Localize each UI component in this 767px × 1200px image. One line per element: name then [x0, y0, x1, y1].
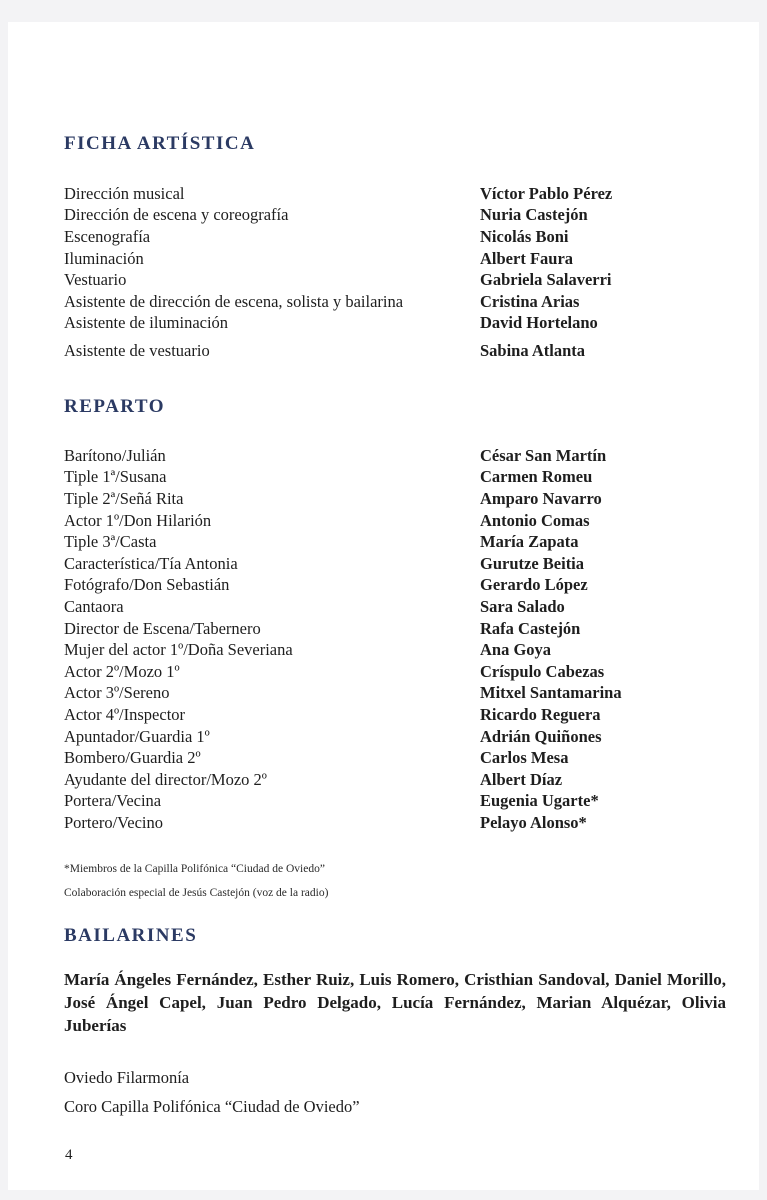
cast-role: Tiple 1ª/Susana	[64, 467, 167, 487]
capilla-members-note: *Miembros de la Capilla Polifónica “Ciudad de Oviedo”	[64, 863, 325, 875]
cast-artist: Amparo Navarro	[480, 488, 602, 508]
cast-row	[64, 747, 684, 769]
cast-row	[64, 510, 684, 532]
page-number: 4	[65, 1147, 73, 1163]
cast-role: Portera/Vecina	[64, 791, 162, 811]
credit-role: Asistente de dirección de escena, solista y bailarina	[64, 291, 404, 311]
cast-artist: Gerardo López	[480, 575, 588, 595]
cast-role: Actor 3º/Sereno	[64, 683, 170, 703]
credit-artist: Albert Faura	[480, 248, 574, 268]
cast-artist: Mitxel Santamarina	[480, 683, 622, 703]
credit-artist: Víctor Pablo Pérez	[480, 183, 613, 203]
credit-role: Asistente de vestuario	[64, 341, 210, 361]
reparto-list	[64, 445, 684, 834]
credit-artist: Nicolás Boni	[480, 226, 569, 246]
cast-role: Característica/Tía Antonia	[64, 553, 238, 573]
cast-role: Cantaora	[64, 596, 124, 616]
cast-artist: Rafa Castejón	[480, 618, 581, 638]
credit-artist: David Hortelano	[480, 313, 598, 333]
cast-row	[64, 618, 684, 640]
program-page	[8, 22, 759, 1190]
cast-role: Bombero/Guardia 2º	[64, 748, 201, 768]
credit-artist: Nuria Castejón	[480, 205, 588, 225]
credit-role: Iluminación	[64, 248, 144, 268]
cast-role: Fotógrafo/Don Sebastián	[64, 575, 230, 595]
credit-row	[64, 269, 684, 291]
cast-row	[64, 596, 684, 618]
cast-role: Actor 2º/Mozo 1º	[64, 661, 180, 681]
cast-row	[64, 639, 684, 661]
cast-row	[64, 769, 684, 791]
cast-artist: Adrián Quiñones	[480, 726, 602, 746]
cast-role: Barítono/Julián	[64, 445, 166, 465]
ficha-artistica-heading: FICHA ARTÍSTICA	[64, 133, 256, 154]
credit-role: Asistente de iluminación	[64, 313, 229, 333]
credit-row	[64, 183, 684, 205]
cast-row	[64, 812, 684, 834]
cast-artist: Gurutze Beitia	[480, 553, 585, 573]
cast-role: Tiple 2ª/Señá Rita	[64, 488, 184, 508]
special-collaboration-note: Colaboración especial de Jesús Castejón (voz de la radio)	[64, 887, 329, 899]
cast-role: Mujer del actor 1º/Doña Severiana	[64, 640, 293, 660]
reparto-heading: REPARTO	[64, 396, 165, 417]
cast-artist: María Zapata	[480, 532, 579, 552]
ficha-artistica-list	[64, 183, 684, 361]
cast-role: Tiple 3ª/Casta	[64, 532, 157, 552]
cast-row	[64, 791, 684, 813]
credit-role: Vestuario	[64, 270, 127, 290]
cast-row	[64, 661, 684, 683]
cast-artist: Albert Díaz	[480, 769, 563, 789]
cast-row	[64, 488, 684, 510]
cast-row	[64, 726, 684, 748]
cast-artist: Carmen Romeu	[480, 467, 593, 487]
dancers-list: María Ángeles Fernández, Esther Ruiz, Luis Romero, Cristhian Sandoval, Daniel Morillo, José Ángel Capel, Juan Pedro Delgado, Lucía Fernández, Marian Alquézar, Olivia Juberías	[64, 970, 726, 1035]
cast-role: Ayudante del director/Mozo 2º	[64, 769, 267, 789]
cast-row	[64, 467, 684, 489]
bailarines-heading: BAILARINES	[64, 925, 198, 946]
credit-row	[64, 205, 684, 227]
credit-role: Dirección musical	[64, 183, 185, 203]
credit-artist: Gabriela Salaverri	[480, 270, 612, 290]
cast-role: Director de Escena/Tabernero	[64, 618, 261, 638]
credit-row	[64, 248, 684, 270]
cast-artist: Ana Goya	[480, 640, 552, 660]
credit-role: Escenografía	[64, 226, 151, 246]
credit-row	[64, 334, 684, 361]
cast-artist: Críspulo Cabezas	[480, 661, 605, 681]
credit-row	[64, 226, 684, 248]
cast-artist: Ricardo Reguera	[480, 704, 601, 724]
cast-artist: Pelayo Alonso*	[480, 812, 587, 832]
cast-artist: Antonio Comas	[480, 510, 590, 530]
orchestra-name: Oviedo Filarmonía	[64, 1068, 190, 1087]
cast-role: Actor 1º/Don Hilarión	[64, 510, 212, 530]
credit-artist: Sabina Atlanta	[480, 341, 585, 361]
credit-artist: Cristina Arias	[480, 291, 580, 311]
cast-row	[64, 445, 684, 467]
cast-row	[64, 683, 684, 705]
credit-role: Dirección de escena y coreografía	[64, 205, 289, 225]
choir-name: Coro Capilla Polifónica “Ciudad de Oviedo”	[64, 1097, 360, 1116]
cast-role: Portero/Vecino	[64, 812, 163, 832]
cast-artist: César San Martín	[480, 445, 607, 465]
cast-artist: Sara Salado	[480, 596, 565, 616]
cast-role: Actor 4º/Inspector	[64, 704, 186, 724]
credit-row	[64, 313, 684, 335]
cast-artist: Eugenia Ugarte*	[480, 791, 599, 811]
cast-row	[64, 553, 684, 575]
cast-role: Apuntador/Guardia 1º	[64, 726, 210, 746]
cast-row	[64, 704, 684, 726]
cast-artist: Carlos Mesa	[480, 748, 569, 768]
credit-row	[64, 291, 684, 313]
cast-row	[64, 531, 684, 553]
cast-row	[64, 575, 684, 597]
